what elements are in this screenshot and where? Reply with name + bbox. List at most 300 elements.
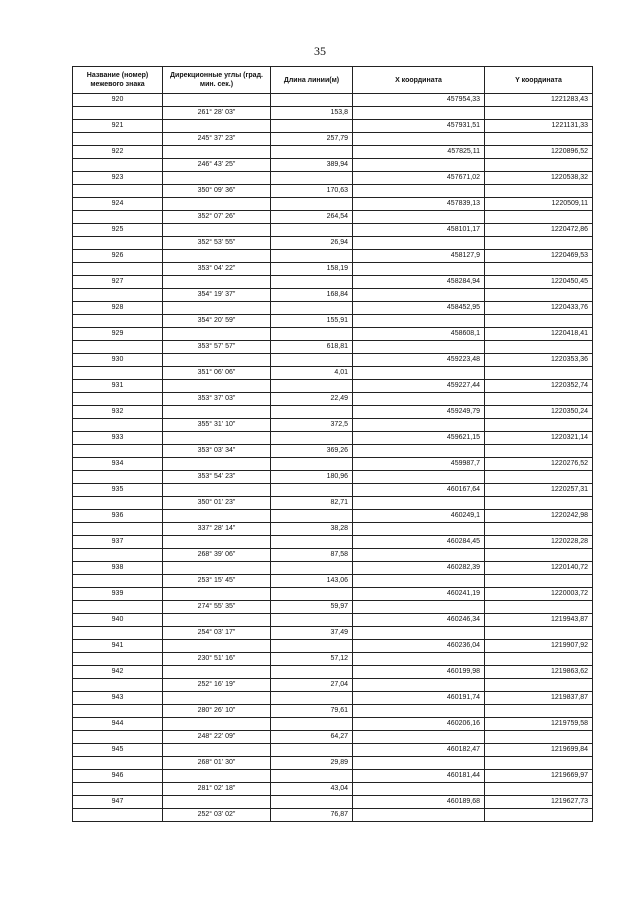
- y-coordinate: 1220350,24: [485, 406, 593, 419]
- segment-row: [73, 731, 593, 744]
- empty-cell: [163, 718, 271, 731]
- point-row: [73, 588, 593, 601]
- empty-cell: [485, 367, 593, 380]
- empty-cell: [271, 198, 353, 211]
- empty-cell: [485, 575, 593, 588]
- point-row: [73, 224, 593, 237]
- empty-cell: [73, 159, 163, 172]
- y-coordinate: 1219699,84: [485, 744, 593, 757]
- point-row: [73, 562, 593, 575]
- x-coordinate: 458284,94: [353, 276, 485, 289]
- empty-cell: [73, 523, 163, 536]
- segment-row: [73, 289, 593, 302]
- segment-row: [73, 185, 593, 198]
- segment-row: [73, 367, 593, 380]
- point-name: 940: [73, 614, 163, 627]
- point-name: 927: [73, 276, 163, 289]
- point-name: 942: [73, 666, 163, 679]
- empty-cell: [353, 393, 485, 406]
- point-row: [73, 744, 593, 757]
- x-coordinate: 460206,16: [353, 718, 485, 731]
- empty-cell: [485, 471, 593, 484]
- x-coordinate: 457825,11: [353, 146, 485, 159]
- table-body: [73, 94, 593, 822]
- direction-angle: 353° 57' 57": [163, 341, 271, 354]
- point-name: 926: [73, 250, 163, 263]
- point-row: [73, 120, 593, 133]
- segment-row: [73, 809, 593, 822]
- empty-cell: [271, 302, 353, 315]
- empty-cell: [163, 302, 271, 315]
- empty-cell: [163, 406, 271, 419]
- empty-cell: [73, 757, 163, 770]
- empty-cell: [353, 679, 485, 692]
- empty-cell: [485, 497, 593, 510]
- segment-row: [73, 445, 593, 458]
- empty-cell: [485, 133, 593, 146]
- x-coordinate: 459249,79: [353, 406, 485, 419]
- empty-cell: [271, 770, 353, 783]
- point-row: [73, 146, 593, 159]
- segment-row: [73, 133, 593, 146]
- empty-cell: [271, 744, 353, 757]
- empty-cell: [73, 783, 163, 796]
- empty-cell: [73, 705, 163, 718]
- empty-cell: [73, 289, 163, 302]
- direction-angle: 246° 43' 25": [163, 159, 271, 172]
- point-name: 944: [73, 718, 163, 731]
- empty-cell: [271, 172, 353, 185]
- point-name: 937: [73, 536, 163, 549]
- empty-cell: [163, 120, 271, 133]
- header-length: Длина линии(м): [271, 67, 353, 94]
- empty-cell: [485, 783, 593, 796]
- empty-cell: [485, 731, 593, 744]
- empty-cell: [271, 640, 353, 653]
- y-coordinate: 1219943,87: [485, 614, 593, 627]
- empty-cell: [271, 666, 353, 679]
- line-length: 22,49: [271, 393, 353, 406]
- y-coordinate: 1219759,58: [485, 718, 593, 731]
- point-name: 923: [73, 172, 163, 185]
- empty-cell: [353, 185, 485, 198]
- empty-cell: [163, 744, 271, 757]
- line-length: 168,84: [271, 289, 353, 302]
- empty-cell: [271, 250, 353, 263]
- line-length: 79,61: [271, 705, 353, 718]
- empty-cell: [353, 159, 485, 172]
- header-angles: Дирекционные углы (град. мин. сек.): [163, 67, 271, 94]
- empty-cell: [73, 627, 163, 640]
- empty-cell: [271, 328, 353, 341]
- point-row: [73, 432, 593, 445]
- direction-angle: 355° 31' 10": [163, 419, 271, 432]
- boundary-coordinates-table: [72, 66, 593, 822]
- segment-row: [73, 627, 593, 640]
- empty-cell: [73, 575, 163, 588]
- x-coordinate: 460241,19: [353, 588, 485, 601]
- x-coordinate: 460236,04: [353, 640, 485, 653]
- empty-cell: [353, 549, 485, 562]
- point-row: [73, 770, 593, 783]
- empty-cell: [163, 354, 271, 367]
- x-coordinate: 458452,95: [353, 302, 485, 315]
- empty-cell: [485, 445, 593, 458]
- empty-cell: [485, 315, 593, 328]
- y-coordinate: 1220433,76: [485, 302, 593, 315]
- empty-cell: [353, 757, 485, 770]
- empty-cell: [271, 432, 353, 445]
- empty-cell: [271, 510, 353, 523]
- y-coordinate: 1220469,53: [485, 250, 593, 263]
- empty-cell: [73, 809, 163, 822]
- empty-cell: [271, 536, 353, 549]
- x-coordinate: 460284,45: [353, 536, 485, 549]
- point-name: 936: [73, 510, 163, 523]
- empty-cell: [353, 523, 485, 536]
- empty-cell: [485, 809, 593, 822]
- empty-cell: [485, 757, 593, 770]
- direction-angle: 268° 39' 06": [163, 549, 271, 562]
- direction-angle: 252° 03' 02": [163, 809, 271, 822]
- empty-cell: [271, 224, 353, 237]
- empty-cell: [163, 536, 271, 549]
- header-row: [73, 67, 593, 94]
- empty-cell: [485, 237, 593, 250]
- x-coordinate: 459621,15: [353, 432, 485, 445]
- y-coordinate: 1221131,33: [485, 120, 593, 133]
- empty-cell: [163, 380, 271, 393]
- segment-row: [73, 237, 593, 250]
- point-name: 933: [73, 432, 163, 445]
- empty-cell: [271, 718, 353, 731]
- y-coordinate: 1220242,98: [485, 510, 593, 523]
- y-coordinate: 1220228,28: [485, 536, 593, 549]
- x-coordinate: 457671,02: [353, 172, 485, 185]
- empty-cell: [73, 185, 163, 198]
- line-length: 27,04: [271, 679, 353, 692]
- header-y: Y координата: [485, 67, 593, 94]
- empty-cell: [163, 484, 271, 497]
- line-length: 59,97: [271, 601, 353, 614]
- y-coordinate: 1219907,92: [485, 640, 593, 653]
- empty-cell: [485, 393, 593, 406]
- direction-angle: 350° 09' 36": [163, 185, 271, 198]
- point-row: [73, 614, 593, 627]
- line-length: 26,94: [271, 237, 353, 250]
- empty-cell: [353, 263, 485, 276]
- empty-cell: [73, 471, 163, 484]
- empty-cell: [485, 107, 593, 120]
- empty-cell: [353, 289, 485, 302]
- empty-cell: [73, 731, 163, 744]
- empty-cell: [271, 94, 353, 107]
- line-length: 37,49: [271, 627, 353, 640]
- x-coordinate: 460282,39: [353, 562, 485, 575]
- empty-cell: [353, 315, 485, 328]
- empty-cell: [163, 432, 271, 445]
- empty-cell: [353, 601, 485, 614]
- x-coordinate: 459223,48: [353, 354, 485, 367]
- segment-row: [73, 393, 593, 406]
- x-coordinate: 460182,47: [353, 744, 485, 757]
- y-coordinate: 1220450,45: [485, 276, 593, 289]
- point-name: 941: [73, 640, 163, 653]
- empty-cell: [353, 653, 485, 666]
- empty-cell: [73, 653, 163, 666]
- point-row: [73, 302, 593, 315]
- y-coordinate: 1220140,72: [485, 562, 593, 575]
- x-coordinate: 457931,51: [353, 120, 485, 133]
- empty-cell: [163, 276, 271, 289]
- x-coordinate: 460167,64: [353, 484, 485, 497]
- direction-angle: 254° 03' 17": [163, 627, 271, 640]
- header-x: X координата: [353, 67, 485, 94]
- empty-cell: [271, 796, 353, 809]
- empty-cell: [73, 211, 163, 224]
- x-coordinate: 460249,1: [353, 510, 485, 523]
- empty-cell: [271, 458, 353, 471]
- empty-cell: [163, 770, 271, 783]
- point-name: 939: [73, 588, 163, 601]
- x-coordinate: 458608,1: [353, 328, 485, 341]
- segment-row: [73, 679, 593, 692]
- empty-cell: [353, 705, 485, 718]
- empty-cell: [73, 263, 163, 276]
- point-row: [73, 250, 593, 263]
- segment-row: [73, 549, 593, 562]
- direction-angle: 248° 22' 09": [163, 731, 271, 744]
- direction-angle: 354° 19' 37": [163, 289, 271, 302]
- segment-row: [73, 471, 593, 484]
- y-coordinate: 1220003,72: [485, 588, 593, 601]
- empty-cell: [271, 380, 353, 393]
- point-name: 930: [73, 354, 163, 367]
- x-coordinate: 457954,33: [353, 94, 485, 107]
- y-coordinate: 1220352,74: [485, 380, 593, 393]
- y-coordinate: 1220538,32: [485, 172, 593, 185]
- point-row: [73, 328, 593, 341]
- empty-cell: [73, 237, 163, 250]
- empty-cell: [73, 679, 163, 692]
- direction-angle: 351° 06' 06": [163, 367, 271, 380]
- empty-cell: [353, 783, 485, 796]
- empty-cell: [163, 94, 271, 107]
- empty-cell: [485, 653, 593, 666]
- line-length: 170,63: [271, 185, 353, 198]
- direction-angle: 245° 37' 23": [163, 133, 271, 146]
- empty-cell: [163, 146, 271, 159]
- empty-cell: [353, 107, 485, 120]
- segment-row: [73, 263, 593, 276]
- point-name: 947: [73, 796, 163, 809]
- empty-cell: [485, 289, 593, 302]
- point-row: [73, 458, 593, 471]
- direction-angle: 353° 37' 03": [163, 393, 271, 406]
- empty-cell: [163, 562, 271, 575]
- line-length: 76,87: [271, 809, 353, 822]
- line-length: 4,01: [271, 367, 353, 380]
- line-length: 82,71: [271, 497, 353, 510]
- empty-cell: [163, 692, 271, 705]
- empty-cell: [271, 614, 353, 627]
- y-coordinate: 1220353,36: [485, 354, 593, 367]
- line-length: 153,8: [271, 107, 353, 120]
- segment-row: [73, 211, 593, 224]
- direction-angle: 252° 16' 19": [163, 679, 271, 692]
- direction-angle: 268° 01' 30": [163, 757, 271, 770]
- point-row: [73, 172, 593, 185]
- point-row: [73, 406, 593, 419]
- empty-cell: [73, 107, 163, 120]
- direction-angle: 352° 53' 55": [163, 237, 271, 250]
- empty-cell: [73, 445, 163, 458]
- empty-cell: [485, 705, 593, 718]
- empty-cell: [353, 497, 485, 510]
- empty-cell: [485, 263, 593, 276]
- point-row: [73, 796, 593, 809]
- line-length: 57,12: [271, 653, 353, 666]
- segment-row: [73, 757, 593, 770]
- line-length: 87,58: [271, 549, 353, 562]
- point-row: [73, 94, 593, 107]
- empty-cell: [73, 133, 163, 146]
- segment-row: [73, 575, 593, 588]
- segment-row: [73, 315, 593, 328]
- empty-cell: [73, 393, 163, 406]
- line-length: 257,79: [271, 133, 353, 146]
- empty-cell: [485, 549, 593, 562]
- x-coordinate: 460181,44: [353, 770, 485, 783]
- x-coordinate: 458127,9: [353, 250, 485, 263]
- point-name: 931: [73, 380, 163, 393]
- empty-cell: [485, 601, 593, 614]
- empty-cell: [163, 250, 271, 263]
- point-row: [73, 718, 593, 731]
- empty-cell: [271, 562, 353, 575]
- empty-cell: [73, 315, 163, 328]
- empty-cell: [73, 341, 163, 354]
- empty-cell: [353, 471, 485, 484]
- empty-cell: [163, 588, 271, 601]
- segment-row: [73, 653, 593, 666]
- point-name: 935: [73, 484, 163, 497]
- direction-angle: 354° 20' 59": [163, 315, 271, 328]
- point-row: [73, 276, 593, 289]
- point-row: [73, 536, 593, 549]
- y-coordinate: 1220896,52: [485, 146, 593, 159]
- y-coordinate: 1220276,52: [485, 458, 593, 471]
- empty-cell: [163, 666, 271, 679]
- x-coordinate: 460246,34: [353, 614, 485, 627]
- segment-row: [73, 419, 593, 432]
- point-name: 934: [73, 458, 163, 471]
- direction-angle: 280° 26' 10": [163, 705, 271, 718]
- y-coordinate: 1221283,43: [485, 94, 593, 107]
- point-row: [73, 354, 593, 367]
- point-name: 945: [73, 744, 163, 757]
- direction-angle: 352° 07' 26": [163, 211, 271, 224]
- x-coordinate: 460199,98: [353, 666, 485, 679]
- line-length: 29,89: [271, 757, 353, 770]
- empty-cell: [271, 354, 353, 367]
- empty-cell: [73, 601, 163, 614]
- empty-cell: [353, 445, 485, 458]
- x-coordinate: 457839,13: [353, 198, 485, 211]
- line-length: 158,19: [271, 263, 353, 276]
- empty-cell: [73, 497, 163, 510]
- empty-cell: [353, 211, 485, 224]
- point-name: 924: [73, 198, 163, 211]
- empty-cell: [163, 614, 271, 627]
- empty-cell: [271, 484, 353, 497]
- point-row: [73, 692, 593, 705]
- empty-cell: [485, 419, 593, 432]
- point-name: 943: [73, 692, 163, 705]
- point-row: [73, 484, 593, 497]
- direction-angle: 353° 04' 22": [163, 263, 271, 276]
- empty-cell: [271, 588, 353, 601]
- line-length: 38,28: [271, 523, 353, 536]
- empty-cell: [353, 419, 485, 432]
- y-coordinate: 1220418,41: [485, 328, 593, 341]
- x-coordinate: 458101,17: [353, 224, 485, 237]
- segment-row: [73, 159, 593, 172]
- direction-angle: 353° 03' 34": [163, 445, 271, 458]
- empty-cell: [163, 224, 271, 237]
- direction-angle: 350° 01' 23": [163, 497, 271, 510]
- line-length: 143,06: [271, 575, 353, 588]
- line-length: 64,27: [271, 731, 353, 744]
- line-length: 155,91: [271, 315, 353, 328]
- empty-cell: [163, 172, 271, 185]
- direction-angle: 261° 28' 03": [163, 107, 271, 120]
- empty-cell: [353, 627, 485, 640]
- segment-row: [73, 497, 593, 510]
- empty-cell: [353, 237, 485, 250]
- direction-angle: 281° 02' 18": [163, 783, 271, 796]
- y-coordinate: 1219669,97: [485, 770, 593, 783]
- x-coordinate: 460191,74: [353, 692, 485, 705]
- empty-cell: [353, 133, 485, 146]
- line-length: 389,94: [271, 159, 353, 172]
- y-coordinate: 1219627,73: [485, 796, 593, 809]
- empty-cell: [271, 276, 353, 289]
- point-row: [73, 640, 593, 653]
- empty-cell: [353, 575, 485, 588]
- point-row: [73, 666, 593, 679]
- page-number: 35: [314, 44, 326, 58]
- line-length: 369,26: [271, 445, 353, 458]
- segment-row: [73, 341, 593, 354]
- x-coordinate: 460189,68: [353, 796, 485, 809]
- segment-row: [73, 107, 593, 120]
- direction-angle: 253° 15' 45": [163, 575, 271, 588]
- point-row: [73, 380, 593, 393]
- empty-cell: [353, 809, 485, 822]
- empty-cell: [271, 146, 353, 159]
- direction-angle: 353° 54' 23": [163, 471, 271, 484]
- empty-cell: [163, 328, 271, 341]
- x-coordinate: 459987,7: [353, 458, 485, 471]
- point-name: 932: [73, 406, 163, 419]
- direction-angle: 274° 55' 35": [163, 601, 271, 614]
- segment-row: [73, 523, 593, 536]
- segment-row: [73, 705, 593, 718]
- empty-cell: [485, 185, 593, 198]
- empty-cell: [271, 692, 353, 705]
- point-name: 946: [73, 770, 163, 783]
